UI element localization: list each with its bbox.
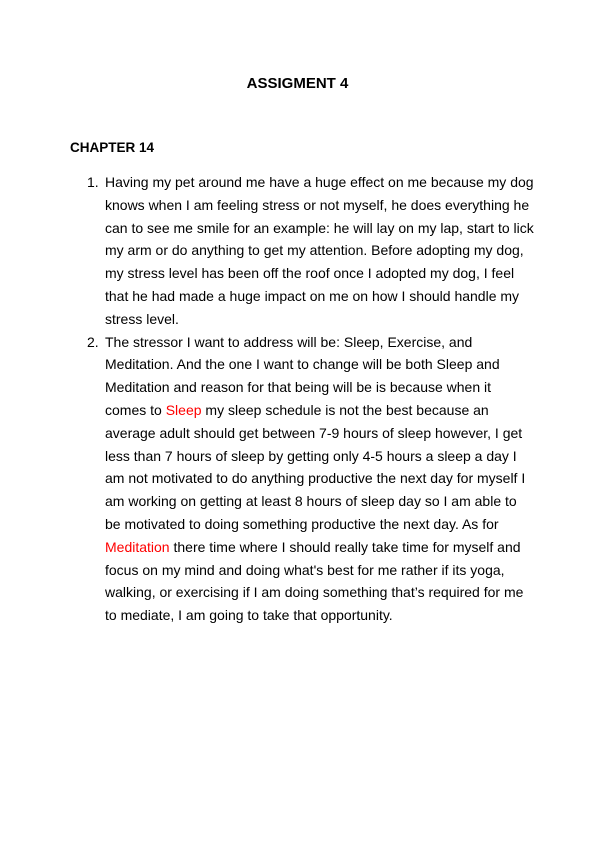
highlight-meditation: Meditation [105, 538, 170, 555]
list-item-2-text-part3: there time where I should really take time for myself and focus on my mind and doing what's best for me rather if its yoga, walking, or exercising if I am doing something that’s required for me to mediate, I am going to take that opportunity. [105, 538, 524, 624]
page-title: ASSIGMENT 4 [246, 75, 349, 92]
list-item-2-text-part2: my sleep schedule is not the best because an average adult should get between 7-9 hours of sleep however, I get less than 7 hours of sleep by getting only 4-5 hours a sleep a day I am not motivated to do anything productive the next day for myself I am working on getting at least 8 hours of sleep day so I am able to be motivated to doing something productive the next day. As for [105, 401, 526, 532]
list-item-1 [87, 171, 535, 331]
chapter-heading: CHAPTER 14 [70, 140, 155, 155]
list-item-2-text-part1: The stressor I want to address will be: Sleep, Exercise, and Meditation. And the one I want to change will be both Sleep and Meditation and reason for that being will be is because when it comes to [105, 333, 500, 418]
list-item-2 [87, 331, 535, 627]
highlight-sleep: Sleep [165, 401, 202, 418]
list-item-1-text: Having my pet around me have a huge effect on me because my dog knows when I am feeling stress or not myself, he does everything he can to see me smile for an example: he will lay on my lap, start to lick my arm or do anything to get my attention. Before adopting my dog, my stress level has been off the roof once I adopted my dog, I feel that he had made a huge impact on me on how I should handle my stress level. [105, 174, 534, 327]
numbered-list [87, 171, 535, 627]
list-number-2: 2. [87, 333, 99, 350]
list-number-1: 1. [87, 174, 99, 190]
